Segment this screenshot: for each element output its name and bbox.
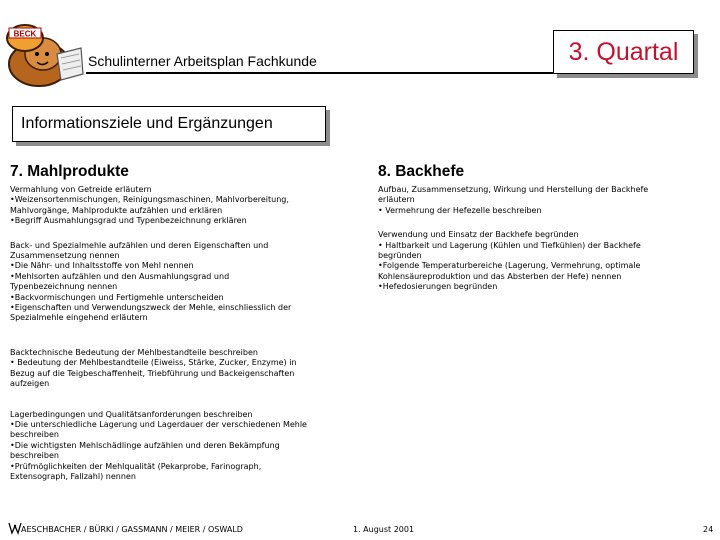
text-block xyxy=(378,230,708,292)
footer-authors: AESCHBACHER / BÜRKI / GASSMANN / MEIER / OSWALD xyxy=(21,525,243,534)
page-header-title: Schulinterner Arbeitsplan Fachkunde xyxy=(88,53,317,69)
text-line: Typenbezeichnung nennen xyxy=(10,282,118,292)
section-banner-label: Informationsziele und Ergänzungen xyxy=(21,115,273,132)
text-block xyxy=(10,348,350,390)
text-line: aufzeigen xyxy=(10,379,50,389)
text-line: erläutern xyxy=(378,195,415,205)
text-line: • Vermehrung der Hefezelle beschreiben xyxy=(378,205,542,215)
right-heading: 8. Backhefe xyxy=(378,163,465,180)
text-line: Extensograph, Fallzahl) nennen xyxy=(10,471,136,481)
right-column xyxy=(378,185,708,305)
text-line: •Die Nähr- und Inhaltsstoffe von Mehl nennen xyxy=(10,261,194,271)
page-number: 24 xyxy=(703,525,714,534)
text-line: Verwendung und Einsatz der Backhefe begründen xyxy=(378,230,579,240)
text-line: Backtechnische Bedeutung der Mehlbestandteile beschreiben xyxy=(10,347,258,357)
text-line: •Weizensortenmischungen, Reinigungsmaschinen, Mahlvorbereitung, xyxy=(10,195,289,205)
text-block xyxy=(10,410,350,483)
text-line: •Die unterschiedliche Lagerung und Lagerdauer der verschiedenen Mehle xyxy=(10,419,307,429)
text-line: •Folgende Temperaturbereiche (Lagerung, Vermehrung, optimale xyxy=(378,261,641,271)
text-line: beschreiben xyxy=(10,430,59,440)
text-line: beschreiben xyxy=(10,451,59,461)
text-line: begründen xyxy=(378,251,422,261)
text-line: •Die wichtigsten Mehlschädlinge aufzählen und deren Bekämpfung xyxy=(10,440,280,450)
text-line: •Hefedosierungen begründen xyxy=(378,282,498,292)
text-line: •Eigenschaften und Verwendungszweck der Mehle, einschliesslich der xyxy=(10,303,292,313)
text-line: Lagerbedingungen und Qualitätsanforderungen beschreiben xyxy=(10,409,253,419)
text-line: Mahlvorgänge, Mahlprodukte aufzählen und erklären xyxy=(10,205,223,215)
logo xyxy=(3,14,85,88)
footer-date: 1. August 2001 xyxy=(353,525,415,534)
left-column xyxy=(10,185,350,494)
quarter-badge xyxy=(553,30,694,74)
text-line: Vermahlung von Getreide erläutern xyxy=(10,185,152,194)
text-line: Kohlensäureproduktion und das Absterben der Hefe) nennen xyxy=(378,271,622,281)
text-line: Zusammensetzung nennen xyxy=(10,251,120,261)
text-block xyxy=(10,185,350,227)
text-block xyxy=(10,241,350,324)
text-line: •Mehlsorten aufzählen und den Ausmahlungsgrad und xyxy=(10,271,230,281)
footer-logo-icon xyxy=(8,521,22,537)
text-line: •Backvormischungen und Fertigmehle unterscheiden xyxy=(10,292,224,302)
text-line: •Begriff Ausmahlungsgrad und Typenbezeichnung erklären xyxy=(10,216,247,226)
logo-text: BECK xyxy=(13,29,37,39)
left-heading: 7. Mahlprodukte xyxy=(10,163,129,180)
text-line: • Haltbarkeit und Lagerung (Kühlen und Tiefkühlen) der Backhefe xyxy=(378,240,641,250)
text-line: Aufbau, Zusammensetzung, Wirkung und Herstellung der Backhefe xyxy=(378,185,649,194)
text-line: •Prüfmöglichkeiten der Mehlqualität (Pekarprobe, Farinograph, xyxy=(10,461,262,471)
text-block xyxy=(378,185,708,216)
text-line: Bezug auf die Teigbeschaffenheit, Triebführung und Backeigenschaften xyxy=(10,368,295,378)
text-line: • Bedeutung der Mehlbestandteile (Eiweiss, Stärke, Zucker, Enzyme) in xyxy=(10,358,297,368)
quarter-label: 3. Quartal xyxy=(568,37,679,66)
text-line: Spezialmehle eingehend erläutern xyxy=(10,313,148,323)
section-banner xyxy=(12,106,326,142)
text-line: Back- und Spezialmehle aufzählen und deren Eigenschaften und xyxy=(10,240,269,250)
